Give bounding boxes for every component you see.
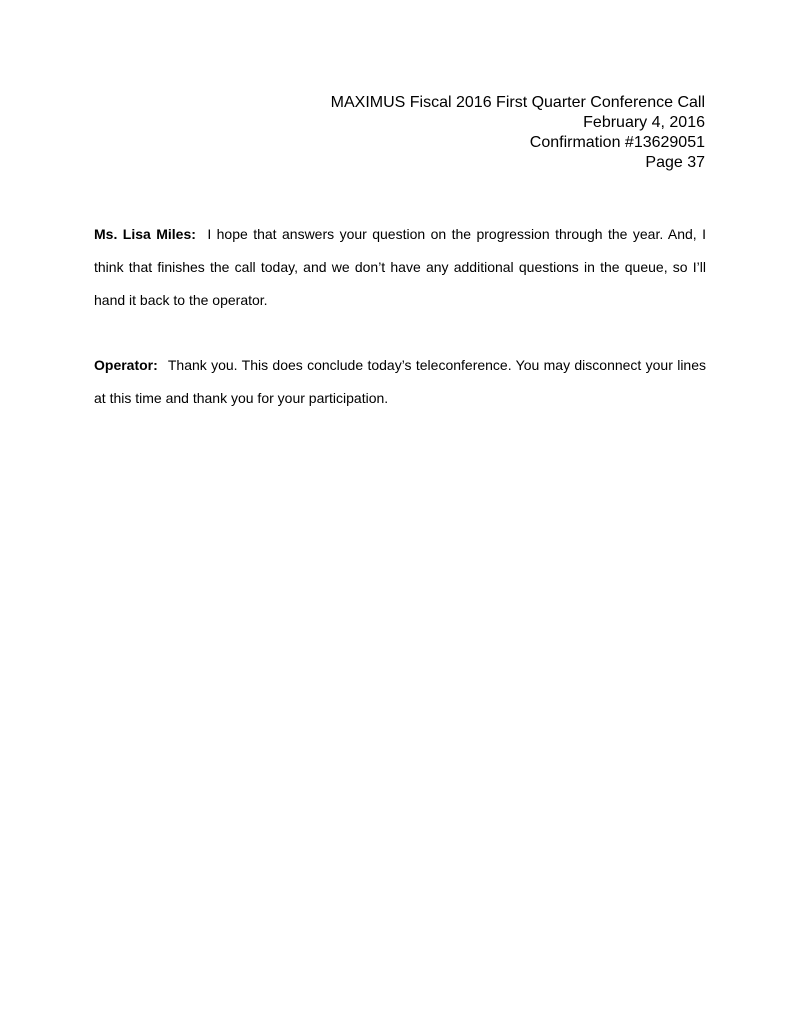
page-header: [331, 93, 705, 173]
call-title: MAXIMUS Fiscal 2016 First Quarter Conference Call: [330, 94, 705, 111]
transcript-paragraph: [94, 218, 706, 317]
call-date: February 4, 2016: [583, 114, 705, 131]
speaker-name: Ms. Lisa Miles:: [94, 226, 196, 242]
page-number: Page 37: [645, 154, 705, 171]
confirmation-number: Confirmation #13629051: [529, 134, 705, 151]
speaker-name: Operator:: [94, 357, 158, 373]
paragraph-text: Thank you. This does conclude today’s teleconference. You may disconnect your lines at this time and thank you for your participation.: [94, 357, 706, 406]
transcript-body: [94, 218, 706, 447]
paragraph-text: I hope that answers your question on the progression through the year. And, I think that finishes the call today, and we don’t have any additional questions in the queue, so I’ll hand it back to the operator.: [94, 226, 706, 308]
transcript-paragraph: [94, 349, 706, 415]
